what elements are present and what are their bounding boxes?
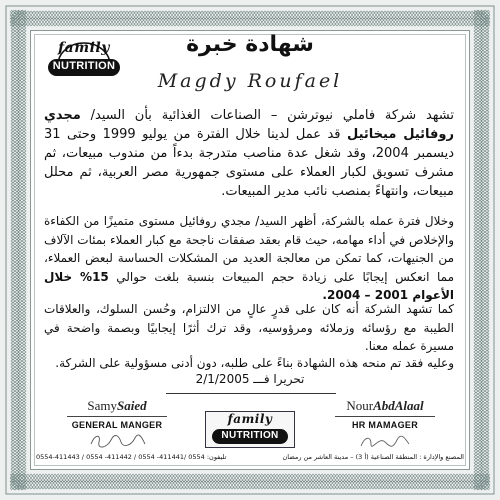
paragraph-conduct: كما تشهد الشركة أنه كان على قدرٍ عالٍ من الالتزام، وحُسن السلوك، والعلاقات الطيبة مع رؤسائه وزملائه ومرؤوسيه، وقد ترك أثرًا إيجابيًا وبصمة واضحة في مسيرة عمله معنا.	[44, 302, 454, 353]
hr-title: HR MAMAGER	[352, 420, 418, 430]
date-underline	[166, 393, 336, 394]
center-family-nutrition-logo	[205, 411, 295, 448]
footer-address: المصنع والإدارة : المنطقة الصناعية (أ 3) – مدينة العاشر من رمضان	[282, 453, 464, 461]
gm-signature-rule	[67, 416, 167, 417]
paragraph1-intro: تشهد شركة فاملي نيوترشن – الصناعات الغذائية بأن السيد/	[80, 108, 454, 123]
hr-signature-rule	[335, 416, 435, 417]
paragraph1-rest: قد عمل لدينا خلال الفترة من يوليو 1999 وحتى 31 ديسمبر 2004، وقد شغل عدة مناصب متدرجة بدءاً من مندوب مبيعات، ثم مشرف تسويق لكبار العملاء على مستوى جمهورية مصر العربية، ثم محلل مبيعات، وانتهاءً بمنصب نائب مدير المبيعات.	[44, 127, 454, 199]
paragraph-issuance: وعليه فقد تم منحه هذه الشهادة بناءً على طلبه، دون أدنى مسؤولية على الشركة.	[55, 356, 454, 370]
signature-general-manager	[62, 398, 172, 450]
logo-nutrition-text: NUTRITION	[52, 60, 116, 72]
center-logo-family-text: family	[227, 412, 273, 426]
hr-printed-name: NourAbdAlaal	[346, 398, 424, 413]
paragraph-employment	[44, 106, 454, 201]
signature-hr-manager	[330, 398, 440, 450]
footer-contact	[36, 451, 464, 465]
employee-name-bold: مجدي روفائيل ميخائيل	[44, 108, 454, 142]
issue-date: تحريرا فـــ 2/1/2005	[195, 372, 305, 386]
footer-phones: تليفون: 0554 /411441- 0554 / 411442- 0554 / 411443-0554	[36, 453, 227, 461]
sales-growth-highlight: 15% خلال الأعوام 2001 – 2004.	[44, 269, 454, 302]
gm-title: GENERAL MANGER	[71, 420, 163, 430]
certificate-title: شهادة خبرة	[186, 32, 314, 57]
gm-printed-name: SamySaied	[87, 398, 147, 413]
paragraph-performance	[44, 212, 454, 305]
paragraph2-text: وخلال فترة عمله بالشركة، أظهر السيد/ مجدي روفائيل مستوى متميزًا من الكفاءة والإخلاص في أداء مهامه، حيث قام بعقد صفقات ناجحة مع كبار العملاء بمئات الآلاف من الجنيهات، كما تمكن من معالجة العديد من المشكلات الحساسة لبعض العملاء، مما انعكس إيجابًا على زيادة حجم المبيعات بنسبة بلغت حوالي	[44, 214, 455, 284]
hr-handwritten-signature	[355, 432, 415, 450]
logo-family-text: family	[58, 40, 110, 56]
center-logo-nutrition-text: NUTRITION	[221, 430, 279, 441]
family-nutrition-logo	[46, 40, 122, 80]
gm-handwritten-signature	[87, 432, 147, 450]
employee-name-script: Magdy Roufael	[157, 70, 343, 92]
